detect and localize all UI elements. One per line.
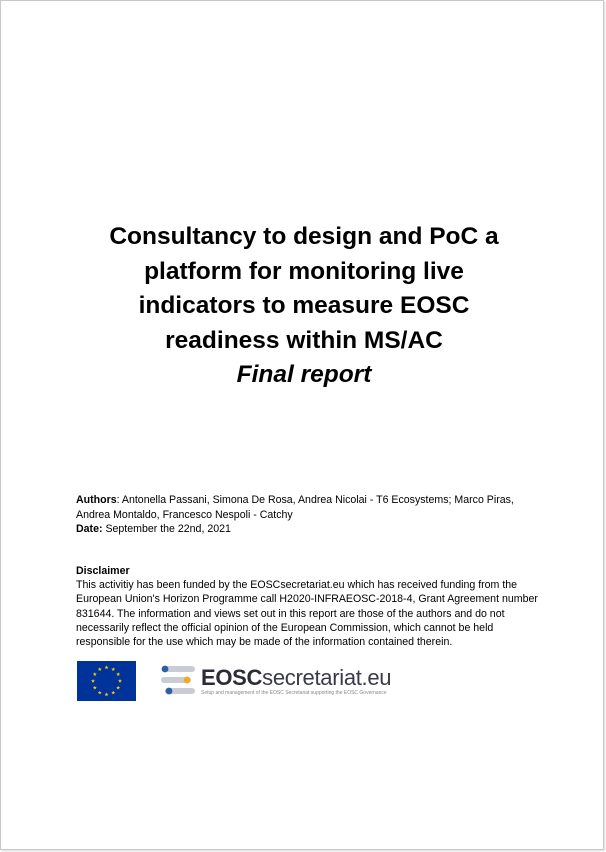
document-subtitle: Final report (236, 361, 372, 388)
eosc-secretariat-logo (159, 663, 407, 699)
document-title (61, 220, 547, 393)
title-line: platform for monitoring live (144, 257, 464, 285)
logo-strip (77, 661, 407, 703)
disclaimer-section (76, 564, 546, 649)
eosc-wordmark-light: secretariat.eu (262, 665, 392, 690)
authors-line (76, 493, 536, 522)
title-line: readiness within MS/AC (165, 326, 443, 354)
eosc-tagline: Setup and management of the EOSC Secretariat supporting the EOSC Governance (201, 690, 387, 696)
authors-text: : Antonella Passani, Simona De Rosa, Andrea Nicolai - T6 Ecosystems; Marco Piras, Andrea Montaldo, Francesco Nespoli - Catchy (76, 494, 514, 521)
date-line (76, 522, 536, 537)
authors-label: Authors (76, 494, 117, 506)
disclaimer-heading: Disclaimer (76, 565, 130, 577)
document-meta (76, 493, 536, 537)
eosc-wordmark (201, 666, 391, 690)
date-text: September the 22nd, 2021 (102, 523, 231, 535)
eu-flag-icon (77, 661, 136, 701)
eosc-wordmark-bold: EOSC (201, 665, 263, 690)
eosc-logo-mark-icon (159, 663, 197, 699)
date-label: Date: (76, 523, 103, 535)
disclaimer-body: This activitiy has been funded by the EOSCsecretariat.eu which has received funding from the European Union's Horizon Programme call H2020-INFRAEOSC-2018-4, Grant Agreement number 831644. The information and views set out in this report are those of the authors and do not necessarily reflect the official opinion of the European Commission, which cannot be held responsible for the use which may be made of the information contained therein. (76, 579, 538, 649)
title-line: indicators to measure EOSC (138, 292, 470, 319)
title-line: Consultancy to design and PoC a (109, 223, 499, 250)
